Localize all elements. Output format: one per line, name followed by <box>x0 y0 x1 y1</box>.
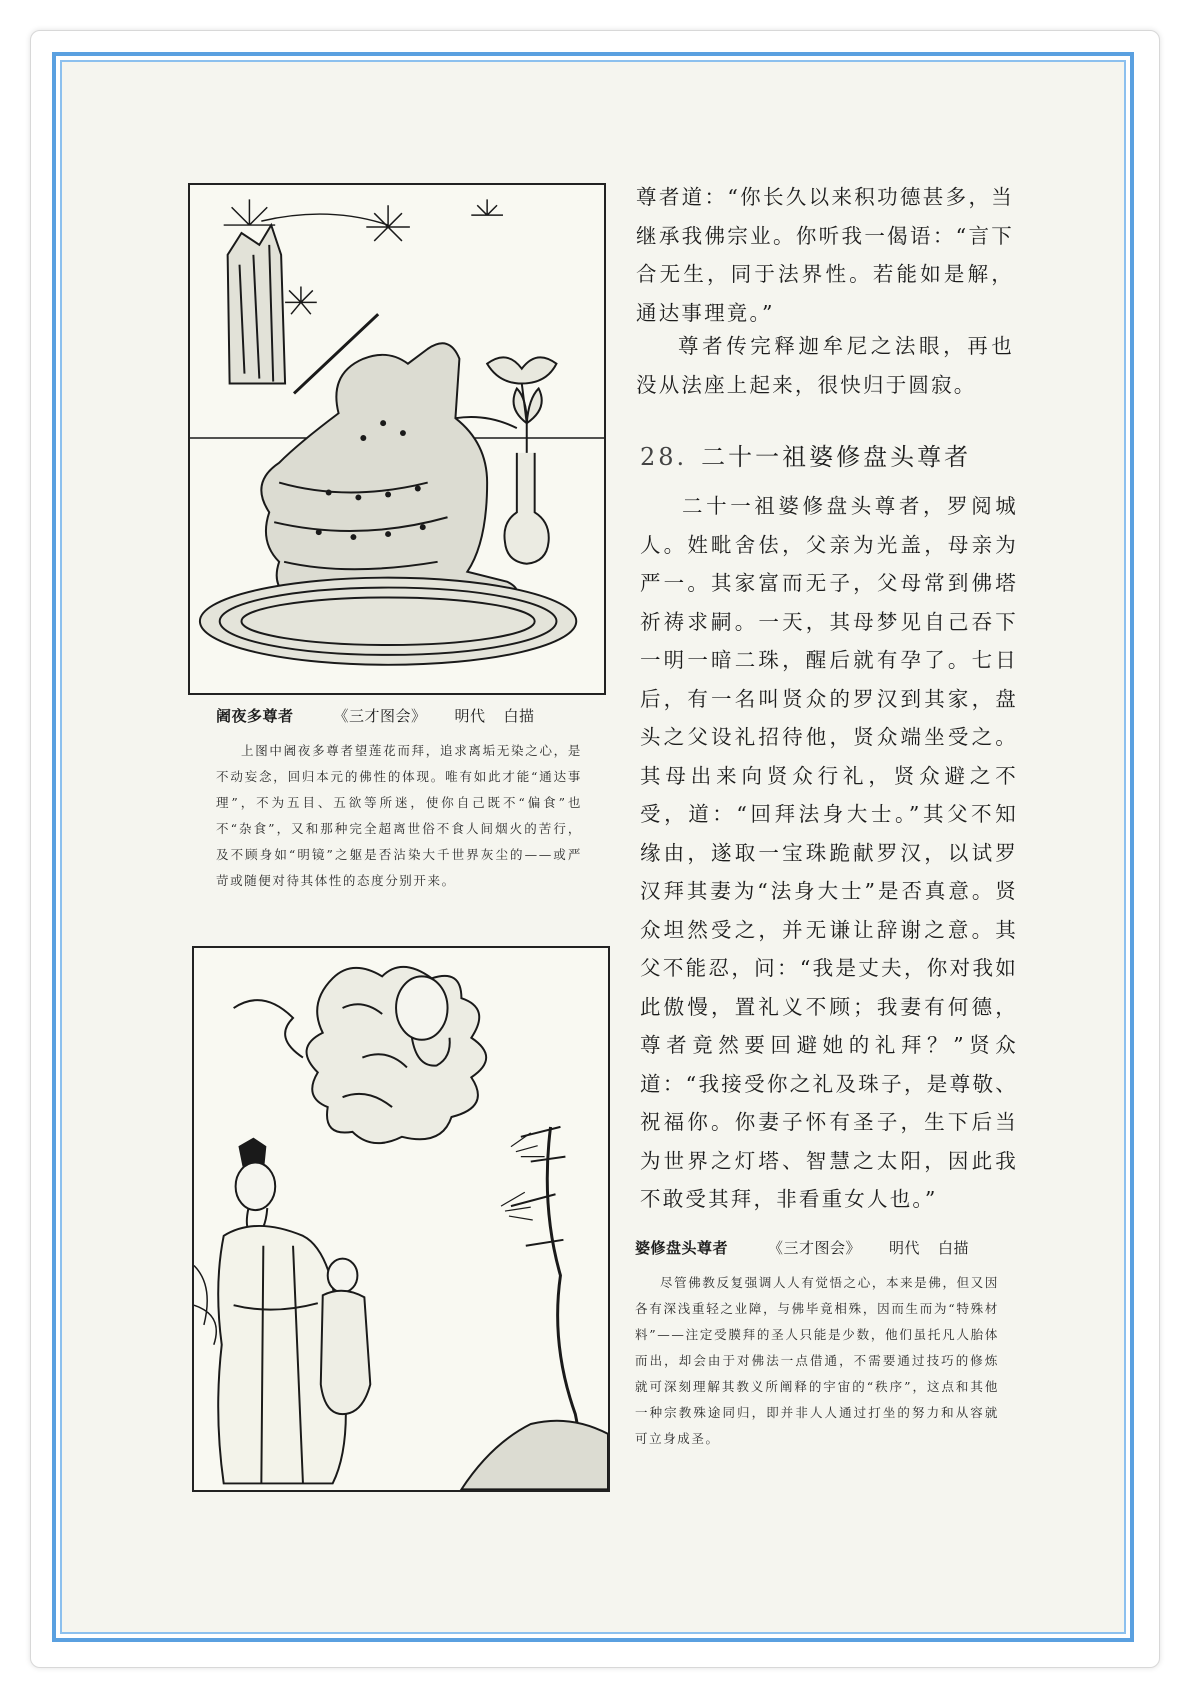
vasubandhu-drawing <box>194 948 608 1490</box>
section-number: 28. <box>640 443 688 471</box>
paragraph-3: 二十一祖婆修盘头尊者，罗阅城人。姓毗舍佉，父亲为光盖，母亲为严一。其家富而无子，父母常到佛塔祈祷求嗣。一天，其母梦见自己吞下一明一暗二珠，醒后就有孕了。七日后，有一名叫贤众的罗汉到其家，盘头之父设礼招待他，贤众端坐受之。其母出来向贤众行礼，贤众避之不受，道：“回拜法身大士。”其父不知缘由，遂取一宝珠跪献罗汉，以试罗汉拜其妻为“法身大士”是否真意。贤众坦然受之，并无谦让辞谢之意。其父不能忍，问：“我是丈夫，你对我如此傲慢，置礼义不顾；我妻有何德，尊者竟然要回避她的礼拜？”贤众道：“我接受你之礼及珠子，是尊敬、祝福你。你妻子怀有圣子，生下后当为世界之灯塔、智慧之太阳，因此我不敢受其拜，非看重女人也。” <box>640 494 1018 1211</box>
caption-top-name: 阇夜多尊者 <box>216 707 294 725</box>
caption-bottom-title <box>635 1237 969 1258</box>
jayata-drawing <box>190 185 604 693</box>
illustration-jayata-worshipping-lotus <box>188 183 606 695</box>
section-title: 二十一祖婆修盘头尊者 <box>701 443 972 471</box>
paragraph-1: 尊者道：“你长久以来积功德甚多，当继承我佛宗业。你听我一偈语：“言下合无生，同于法界性。若能如是解，通达事理竟。” <box>636 185 1014 325</box>
caption-bottom-name: 婆修盘头尊者 <box>635 1239 729 1257</box>
caption-top-title <box>216 705 535 726</box>
caption-bottom-era: 明代 <box>889 1239 921 1257</box>
caption-top-style: 白描 <box>503 707 535 725</box>
illustration-vasubandhu <box>192 946 610 1492</box>
paragraph-2: 尊者传完释迦牟尼之法眼，再也没从法座上起来，很快归于圆寂。 <box>636 334 1014 397</box>
section-heading <box>640 437 971 472</box>
caption-bottom-style: 白描 <box>938 1239 970 1257</box>
caption-bottom-body: 尽管佛教反复强调人人有觉悟之心，本来是佛，但又因各有深浅重轻之业障，与佛毕竟相殊，因而生而为“特殊材料”——注定受膜拜的圣人只能是少数，他们虽托凡人胎体而出，却会由于对佛法一点借通，不需要通过技巧的修炼就可深刻理解其教义所阐释的宇宙的“秩序”，这点和其他一种宗教殊途同归，即并非人人通过打坐的努力和从容就可立身成圣。 <box>635 1275 999 1446</box>
caption-top-body: 上图中阇夜多尊者望莲花而拜，追求离垢无染之心，是不动妄念，回归本元的佛性的体现。唯有如此才能“通达事理”，不为五目、五欲等所迷，使你自己既不“偏食”也不“杂食”，又和那种完全超离世俗不食人间烟火的苦行，及不顾身如“明镜”之躯是否沾染大千世界灰尘的——或严苛或随便对待其体性的态度分别开来。 <box>216 743 582 888</box>
caption-top-era: 明代 <box>454 707 486 725</box>
caption-top-source: 《三才图会》 <box>333 707 427 725</box>
caption-bottom-source: 《三才图会》 <box>768 1239 862 1257</box>
